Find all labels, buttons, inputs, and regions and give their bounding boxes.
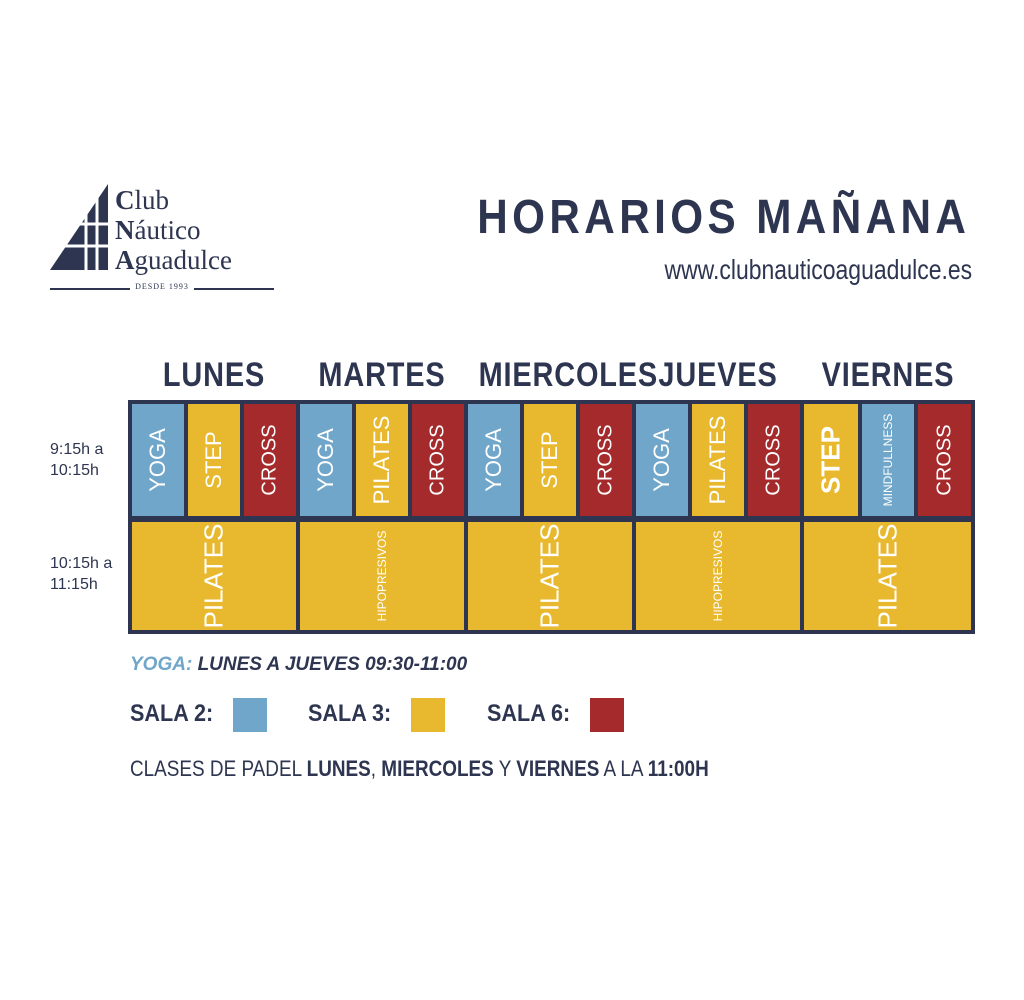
padel-day-lunes: LUNES xyxy=(306,756,371,781)
class-cell-martes-hipopresivos xyxy=(300,522,464,630)
logo-line-nautico xyxy=(115,214,200,246)
legend-sala2-label: SALA 2: xyxy=(130,700,214,727)
time-slot-1-label: 9:15h a 10:15h xyxy=(50,441,104,479)
class-label: CROSS xyxy=(933,424,955,496)
time-slot-2-label: 10:15h a 11:15h xyxy=(50,555,113,593)
schedule-table xyxy=(128,400,975,634)
padel-text: A LA xyxy=(599,756,648,781)
padel-text: , xyxy=(370,756,382,781)
logo-line-club xyxy=(115,184,169,216)
day-header-martes: MARTES xyxy=(318,356,446,394)
logo-divider xyxy=(50,288,130,290)
class-cell-miercoles-step xyxy=(524,404,576,516)
legend-sala6-label: SALA 6: xyxy=(487,700,571,727)
legend-sala3-swatch xyxy=(411,698,445,732)
padel-text: CLASES DE PADEL xyxy=(130,756,307,781)
padel-day-miercoles: MIERCOLES xyxy=(381,756,494,781)
logo-initial: A xyxy=(115,245,135,275)
class-label: PILATES xyxy=(705,415,730,505)
class-cell-miercoles-cross xyxy=(580,404,632,516)
class-label: CROSS xyxy=(258,424,281,496)
class-cell-martes-cross xyxy=(412,404,464,516)
class-label: YOGA xyxy=(481,428,506,492)
day-header-lunes: LUNES xyxy=(162,356,266,394)
class-label: CROSS xyxy=(762,424,785,496)
page-title: HORARIOS MAÑANA xyxy=(476,191,970,244)
padel-day-viernes: VIERNES xyxy=(516,756,600,781)
class-cell-viernes-step xyxy=(804,404,858,516)
logo-initial: C xyxy=(115,185,135,215)
class-cell-martes-yoga xyxy=(300,404,352,516)
class-label: PILATES xyxy=(369,415,394,505)
yoga-note xyxy=(130,654,467,676)
logo-word: lub xyxy=(134,185,170,215)
time-slot-1 xyxy=(50,439,103,481)
class-label: PILATES xyxy=(534,523,565,629)
class-label: YOGA xyxy=(145,428,170,492)
class-label: STEP xyxy=(201,431,226,489)
class-cell-lunes-step xyxy=(188,404,240,516)
class-label: PILATES xyxy=(872,523,902,629)
padel-text: Y xyxy=(493,756,517,781)
class-label: HIPOPRESIVOS xyxy=(375,530,389,622)
sailboat-logo-icon xyxy=(50,184,112,272)
class-cell-jueves-cross xyxy=(748,404,800,516)
logo-word: guadulce xyxy=(134,245,232,275)
legend-sala6-swatch xyxy=(590,698,624,732)
class-label: YOGA xyxy=(313,428,338,492)
day-header-jueves: JUEVES xyxy=(658,356,778,394)
time-slot-2 xyxy=(50,553,112,595)
yoga-note-value: LUNES A JUEVES 09:30-11:00 xyxy=(197,654,468,675)
class-label: STEP xyxy=(537,431,562,489)
class-cell-viernes-pilates xyxy=(804,522,971,630)
class-label: STEP xyxy=(815,426,846,494)
class-label: MINDFULLNESS xyxy=(881,413,895,507)
day-header-miercoles: MIERCOLES xyxy=(478,356,659,394)
logo-line-aguadulce xyxy=(115,244,232,276)
legend-sala2-swatch xyxy=(233,698,267,732)
logo-word: áutico xyxy=(134,215,201,245)
class-cell-martes-pilates xyxy=(356,404,408,516)
class-cell-lunes-pilates xyxy=(132,522,296,630)
class-cell-miercoles-yoga xyxy=(468,404,520,516)
class-cell-viernes-cross xyxy=(918,404,971,516)
class-cell-jueves-hipopresivos xyxy=(636,522,800,630)
class-label: CROSS xyxy=(594,424,617,496)
padel-note xyxy=(130,756,709,782)
class-cell-lunes-yoga xyxy=(132,404,184,516)
class-cell-lunes-cross xyxy=(244,404,296,516)
class-label: HIPOPRESIVOS xyxy=(711,530,725,622)
logo-initial: N xyxy=(115,215,135,245)
class-cell-viernes-mindfullness xyxy=(862,404,914,516)
class-label: YOGA xyxy=(649,428,674,492)
class-cell-jueves-pilates xyxy=(692,404,744,516)
website-link[interactable]: www.clubnauticoaguadulce.es xyxy=(664,254,972,285)
logo-since-text: DESDE 1993 xyxy=(135,282,189,291)
class-label: CROSS xyxy=(426,424,449,496)
logo-divider xyxy=(194,288,274,290)
day-header-viernes: VIERNES xyxy=(821,356,955,394)
class-label: PILATES xyxy=(198,523,229,629)
legend-sala3-label: SALA 3: xyxy=(308,700,392,727)
class-cell-miercoles-pilates xyxy=(468,522,632,630)
padel-time: 11:00H xyxy=(647,756,709,781)
yoga-note-key: YOGA: xyxy=(130,654,193,675)
class-cell-jueves-yoga xyxy=(636,404,688,516)
